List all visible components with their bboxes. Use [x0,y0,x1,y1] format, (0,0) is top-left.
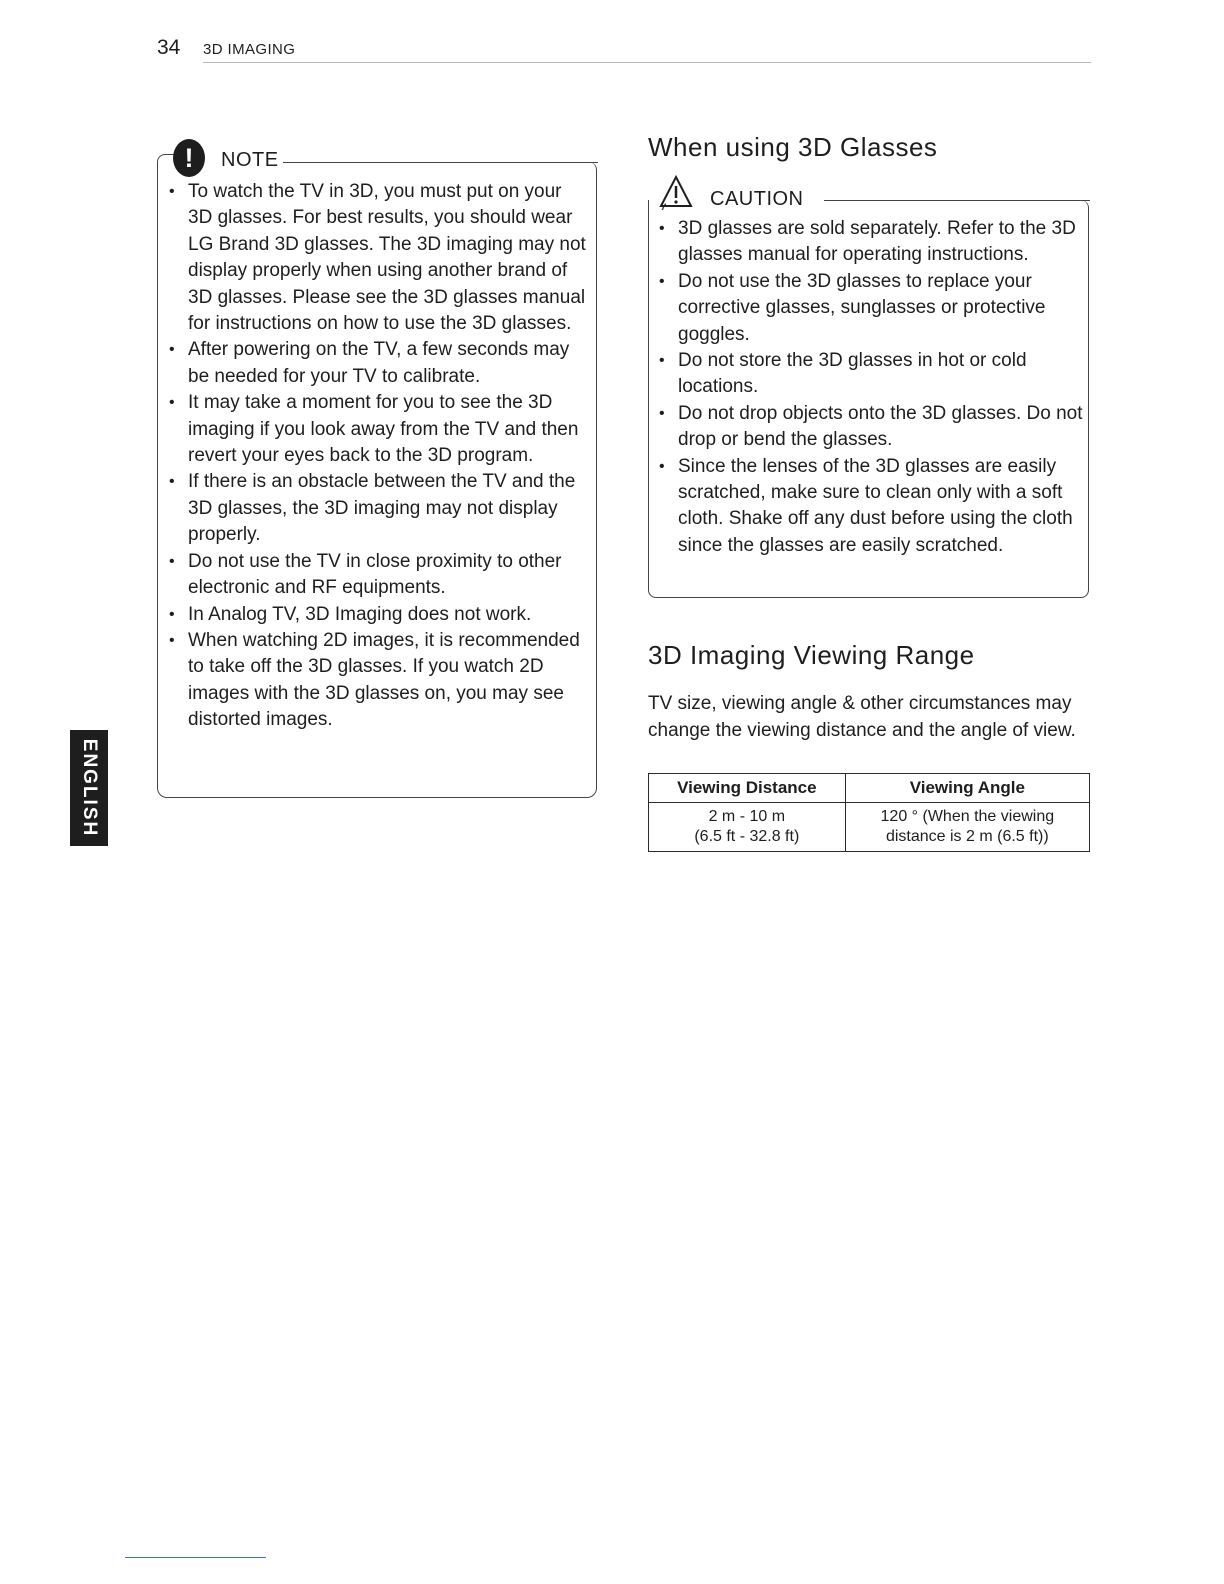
list-item: • To watch the TV in 3D, you must put on your 3D glasses. For best results, you should wear LG Brand 3D glasses. The 3D imaging may not display properly when using another brand of 3D glasses. Please see the 3D glasses manual for instructions on how to use the 3D glasses. [167,179,587,337]
angle-line-2: distance is 2 m (6.5 ft)) [885,828,1049,845]
distance-metric: 2 m - 10 m [708,808,786,825]
section-title: 3D IMAGING [203,41,296,58]
caution-header [646,172,1090,216]
list-item: • If there is an obstacle between the TV and the 3D glasses, the 3D imaging may not display properly. [167,469,587,548]
note-header [157,136,599,178]
list-item: • 3D glasses are sold separately. Refer to the 3D glasses manual for operating instructions. [657,216,1083,269]
column-header: Viewing Distance [649,774,846,803]
list-item: • It may take a moment for you to see the 3D imaging if you look away from the TV and then revert your eyes back to the 3D program. [167,390,587,469]
warning-triangle-icon [658,174,694,210]
caution-divider [824,200,1090,201]
glasses-heading: When using 3D Glasses [648,132,938,162]
list-item: • Since the lenses of the 3D glasses are easily scratched, make sure to clean only with a soft cloth. Shake off any dust before using the cloth since the glasses are easily scratched. [657,454,1083,560]
range-heading: 3D Imaging Viewing Range [648,640,975,670]
footer-rule [125,1557,266,1558]
column-header: Viewing Angle [845,774,1089,803]
page-header [157,36,1091,66]
language-tab [70,730,108,846]
note-label: NOTE [221,149,283,172]
table-row [649,803,1090,852]
header-divider [203,62,1091,63]
page-number: 34 [157,36,181,59]
range-paragraph: TV size, viewing angle & other circumstances may change the viewing distance and the angle of view. [648,693,1076,741]
distance-cell [649,803,846,852]
caution-label: CAUTION [710,188,804,210]
list-item: • Do not use the 3D glasses to replace your corrective glasses, sunglasses or protective goggles. [657,269,1083,348]
viewing-range-table [648,773,1090,852]
list-item: • In Analog TV, 3D Imaging does not work. [167,602,587,628]
exclamation-icon: ! [173,139,205,177]
note-divider [283,162,598,163]
note-list [167,179,587,734]
angle-cell [845,803,1089,852]
list-item: • Do not drop objects onto the 3D glasses. Do not drop or bend the glasses. [657,401,1083,454]
distance-imperial: (6.5 ft - 32.8 ft) [694,828,800,845]
angle-line-1: 120 ° (When the viewing [880,808,1055,825]
list-item: • Do not store the 3D glasses in hot or cold locations. [657,348,1083,401]
list-item: • When watching 2D images, it is recommended to take off the 3D glasses. If you watch 2D images with the 3D glasses on, you may see distorted images. [167,628,587,734]
table-header-row [649,774,1090,803]
list-item: • After powering on the TV, a few seconds may be needed for your TV to calibrate. [167,337,587,390]
list-item: • Do not use the TV in close proximity to other electronic and RF equipments. [167,549,587,602]
caution-list [657,216,1083,559]
language-tab-label: ENGLISH [79,738,100,838]
